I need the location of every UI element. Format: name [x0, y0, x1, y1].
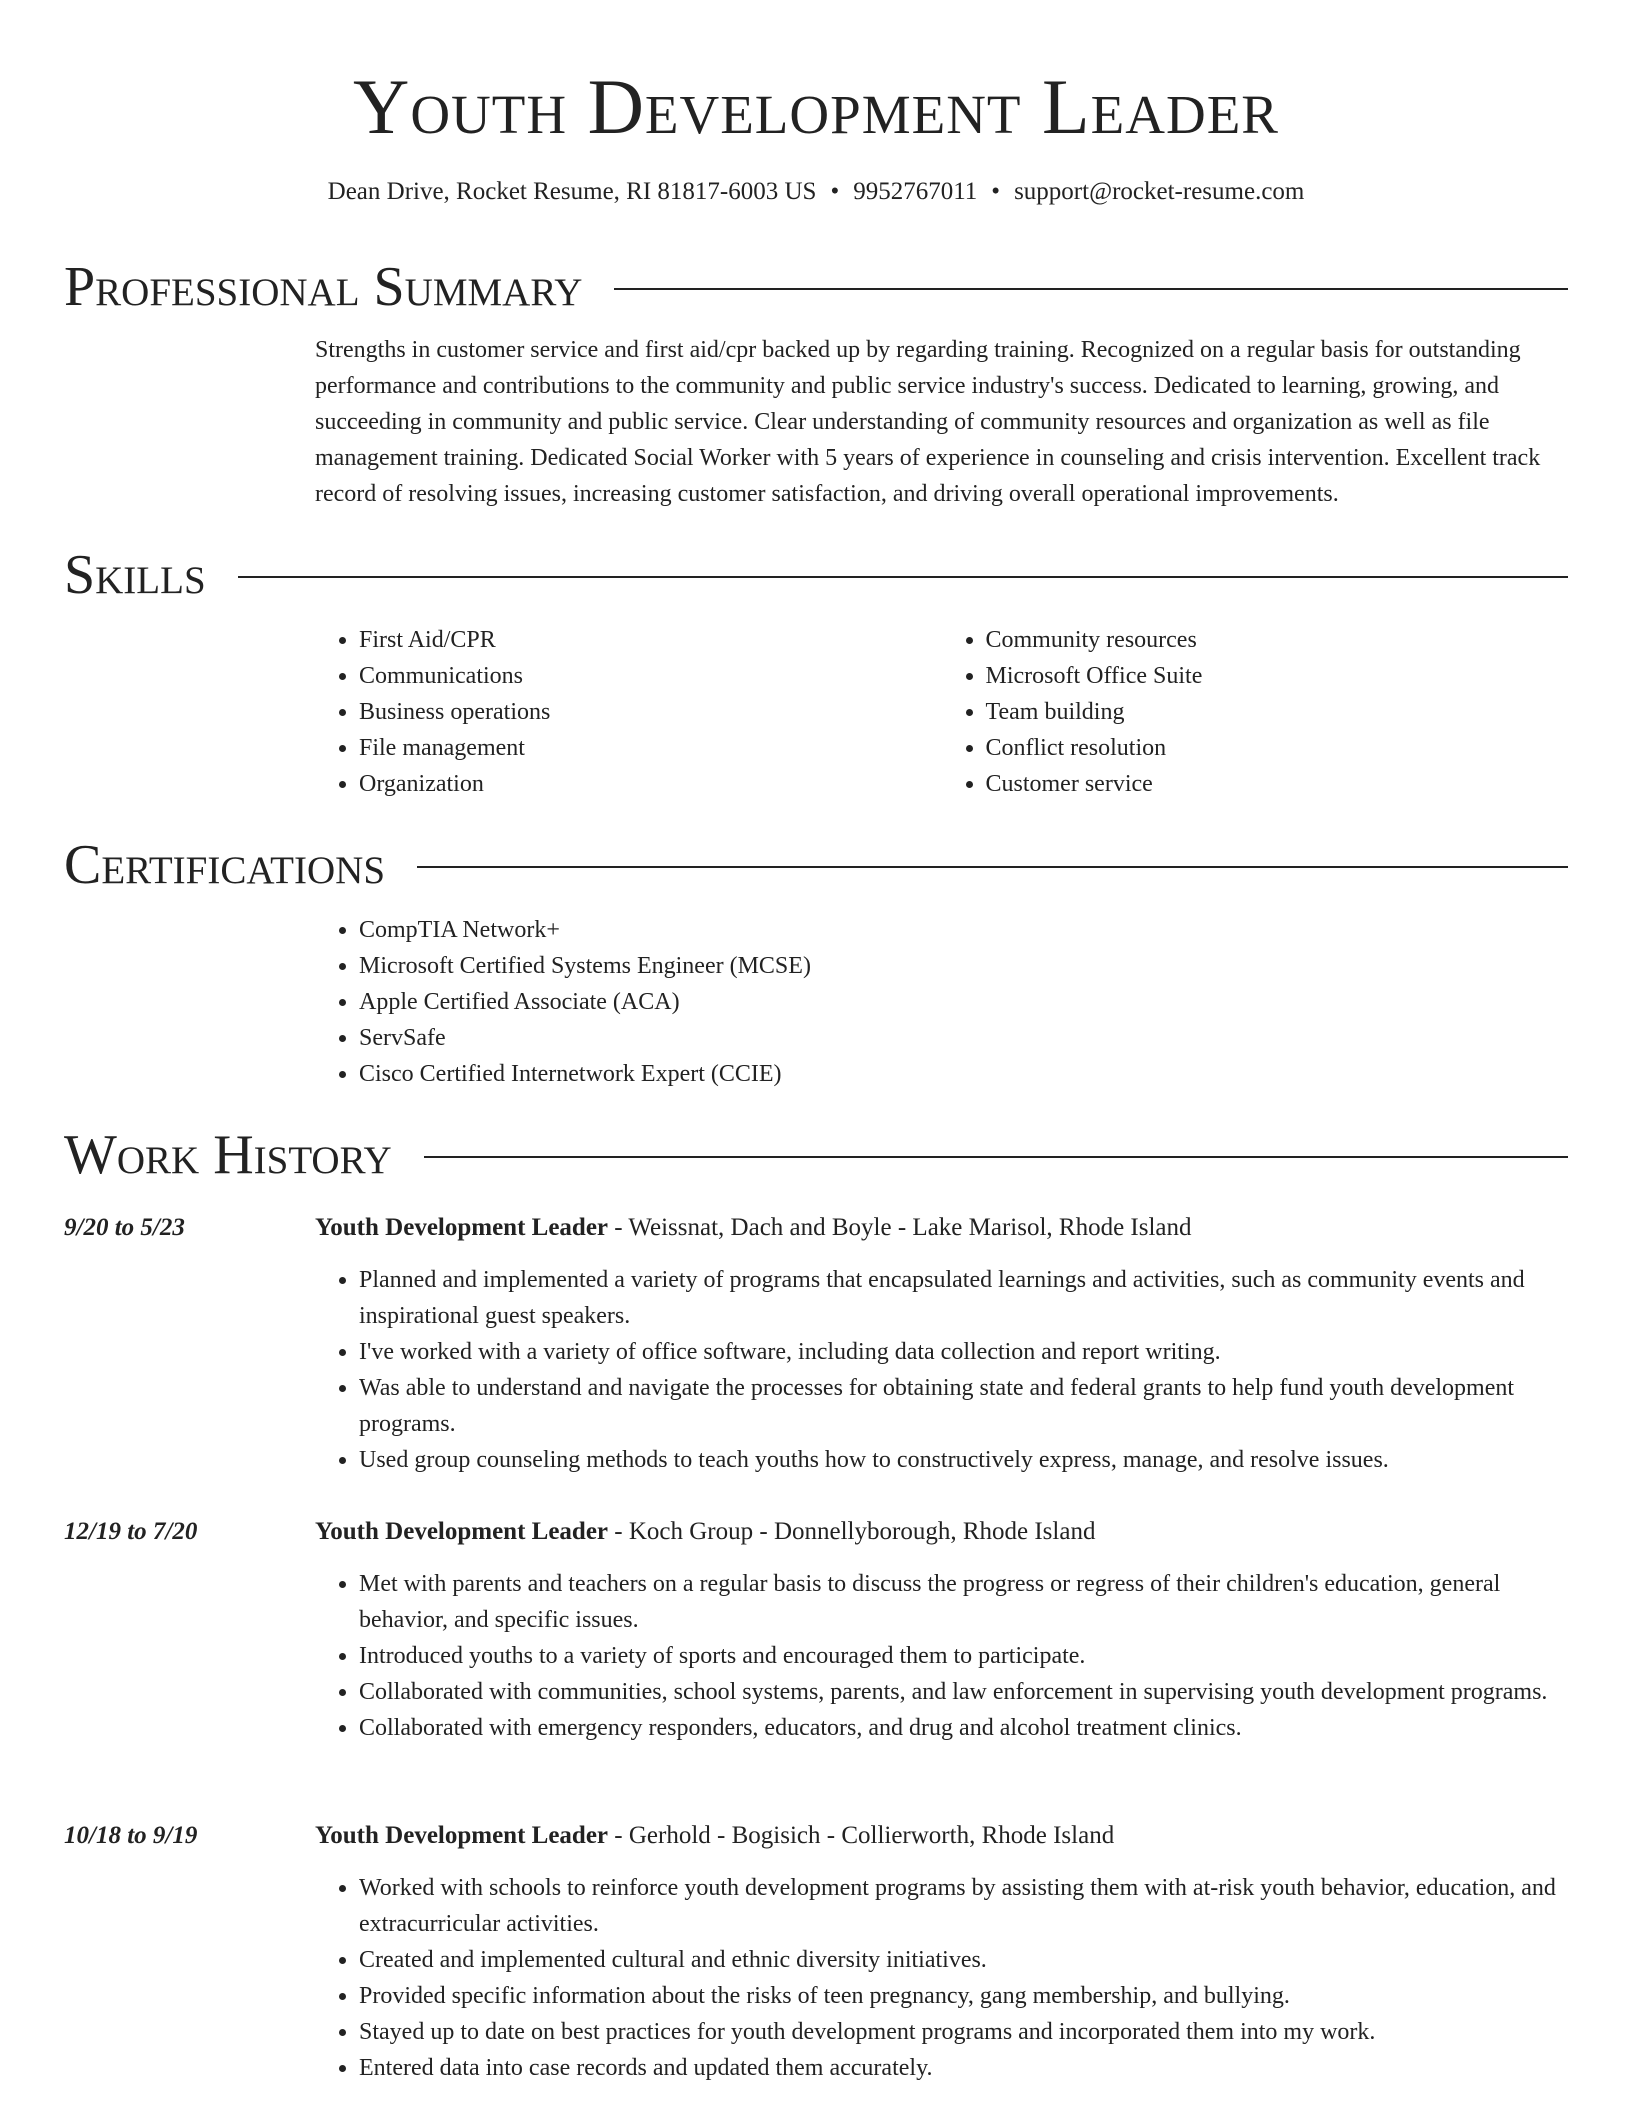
skills-title: Skills	[64, 544, 206, 606]
work-entry-bullets	[315, 1854, 1568, 2086]
work-entry	[64, 1210, 1568, 1478]
work-entry-title: Youth Development Leader	[315, 1518, 609, 1545]
certifications-header	[64, 830, 1568, 900]
skills-header	[64, 540, 1568, 610]
work-bullet: • Met with parents and teachers on a regular basis to discuss the progress or regress of their children's education, general behavior, and specific issues.	[359, 1566, 1568, 1638]
work-entry-bullets	[315, 1246, 1568, 1478]
work-entry-employer: - Gerhold - Bogisich - Collierworth, Rhode Island	[608, 1822, 1115, 1849]
work-entry	[64, 1514, 1568, 1746]
contact-phone: 9952767011	[853, 178, 978, 205]
work-entry-title-line	[315, 1818, 1568, 1854]
section-divider	[614, 288, 1568, 290]
certification-item: • ServSafe	[359, 1020, 1568, 1056]
skill-item: • Team building	[986, 694, 1569, 730]
skill-item: • Communications	[359, 658, 942, 694]
certifications-list	[315, 900, 1568, 1092]
contact-separator: •	[991, 178, 1001, 205]
skills-list-right	[942, 622, 1569, 802]
work-entry-dates: 12/19 to 7/20	[64, 1518, 198, 1545]
work-title: Work History	[64, 1124, 392, 1186]
section-divider	[238, 576, 1568, 578]
contact-address: Dean Drive, Rocket Resume, RI 81817-6003 US	[327, 178, 817, 205]
work-bullet: • Stayed up to date on best practices for youth development programs and incorporated them into my work.	[359, 2014, 1568, 2050]
work-bullet: • Was able to understand and navigate the processes for obtaining state and federal grants to help fund youth development programs.	[359, 1370, 1568, 1442]
skill-item: • File management	[359, 730, 942, 766]
work-bullet: • Collaborated with emergency responders, educators, and drug and alcohol treatment clinics.	[359, 1710, 1568, 1746]
work-entry-employer: - Koch Group - Donnellyborough, Rhode Island	[608, 1518, 1096, 1545]
summary-section	[64, 252, 1568, 512]
contact-line	[0, 175, 1632, 209]
work-entry-title-line	[315, 1210, 1568, 1246]
work-entry-header	[64, 1210, 1568, 1246]
skill-item: • Microsoft Office Suite	[986, 658, 1569, 694]
work-entry-title: Youth Development Leader	[315, 1822, 609, 1849]
summary-text: Strengths in customer service and first aid/cpr backed up by regarding training. Recognized on a regular basis for outstanding performance and contributions to the community and public service industry's success. Dedicated to learning, growing, and succeeding in community and public service. Clear understanding of community resources and organization as well as file management training. Dedicated Social Worker with 5 years of experience in counseling and crisis intervention. Excellent track record of resolving issues, increasing customer satisfaction, and driving overall operational improvements.	[315, 337, 1541, 507]
certifications-title: Certifications	[64, 834, 386, 896]
work-entry-employer: - Weissnat, Dach and Boyle - Lake Marisol, Rhode Island	[608, 1214, 1192, 1241]
contact-separator: •	[830, 178, 840, 205]
certification-item: • Apple Certified Associate (ACA)	[359, 984, 1568, 1020]
certification-item: • Cisco Certified Internetwork Expert (CCIE)	[359, 1056, 1568, 1092]
skills-body	[315, 610, 1568, 802]
work-bullet: • Created and implemented cultural and ethnic diversity initiatives.	[359, 1942, 1568, 1978]
work-bullet: • Collaborated with communities, school systems, parents, and law enforcement in supervising youth development programs.	[359, 1674, 1568, 1710]
skills-list-left	[315, 622, 942, 802]
work-section	[64, 1120, 1568, 1190]
skills-grid	[315, 610, 1568, 802]
certifications-body	[315, 900, 1568, 1092]
skill-item: • Community resources	[986, 622, 1569, 658]
work-bullet: • Planned and implemented a variety of programs that encapsulated learnings and activities, such as community events and inspirational guest speakers.	[359, 1262, 1568, 1334]
work-entry-bullets	[315, 1550, 1568, 1746]
work-bullet: • Entered data into case records and updated them accurately.	[359, 2050, 1568, 2086]
skill-item: • First Aid/CPR	[359, 622, 942, 658]
work-bullet: • Provided specific information about the risks of teen pregnancy, gang membership, and bullying.	[359, 1978, 1568, 2014]
work-entry	[64, 1818, 1568, 2086]
work-bullet: • Introduced youths to a variety of sports and encouraged them to participate.	[359, 1638, 1568, 1674]
work-entry-header	[64, 1514, 1568, 1550]
work-bullet: • Used group counseling methods to teach youths how to constructively express, manage, and resolve issues.	[359, 1442, 1568, 1478]
certifications-section	[64, 830, 1568, 1092]
work-entry-title-line	[315, 1514, 1568, 1550]
contact-email: support@rocket-resume.com	[1014, 178, 1305, 205]
skill-item: • Business operations	[359, 694, 942, 730]
skill-item: • Organization	[359, 766, 942, 802]
skills-section	[64, 540, 1568, 802]
resume-name: Youth Development Leader	[352, 63, 1279, 150]
certification-item: • CompTIA Network+	[359, 912, 1568, 948]
certification-item: • Microsoft Certified Systems Engineer (MCSE)	[359, 948, 1568, 984]
summary-title: Professional Summary	[64, 256, 583, 318]
work-entry-dates: 10/18 to 9/19	[64, 1822, 198, 1849]
skill-item: • Conflict resolution	[986, 730, 1569, 766]
work-entry-title: Youth Development Leader	[315, 1214, 609, 1241]
work-entry-header	[64, 1818, 1568, 1854]
work-bullet: • Worked with schools to reinforce youth development programs by assisting them with at-risk youth behavior, education, and extracurricular activities.	[359, 1870, 1568, 1942]
section-divider	[417, 866, 1568, 868]
section-divider	[424, 1156, 1568, 1158]
work-bullet: • I've worked with a variety of office software, including data collection and report writing.	[359, 1334, 1568, 1370]
work-header	[64, 1120, 1568, 1190]
summary-header	[64, 252, 1568, 322]
skill-item: • Customer service	[986, 766, 1569, 802]
work-entry-dates: 9/20 to 5/23	[64, 1214, 185, 1241]
summary-body	[315, 322, 1568, 512]
